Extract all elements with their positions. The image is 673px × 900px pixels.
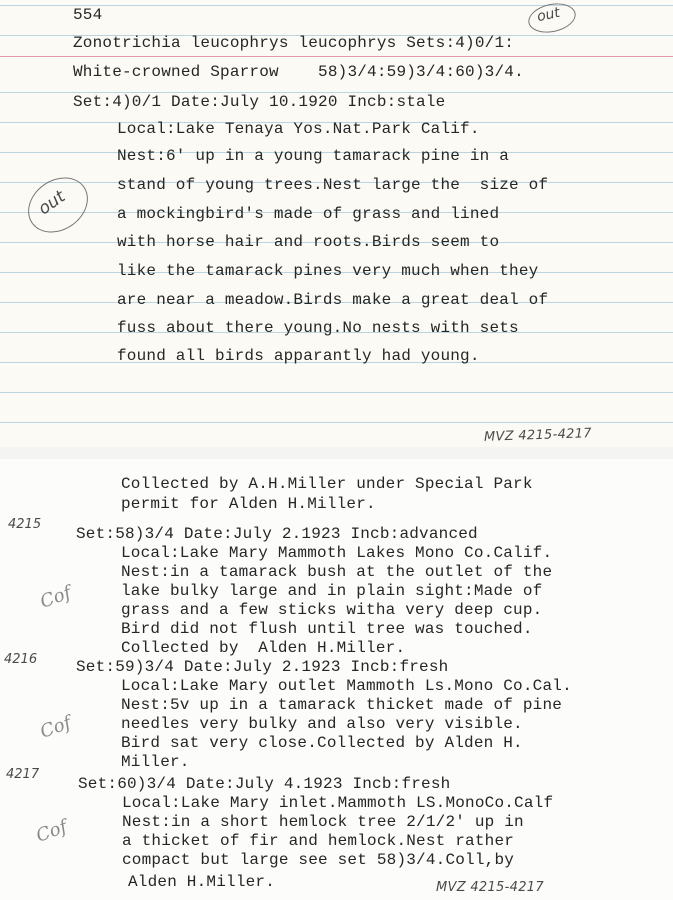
body-line-1: Local:Lake Tenaya Yos.Nat.Park Calif. <box>117 120 480 138</box>
set-4215-line-3: lake bulky large and in plain sight:Made of <box>121 582 543 600</box>
lower-specimen-card <box>0 459 673 900</box>
body-line-8: fuss about there young.No nests with sets <box>117 319 519 337</box>
set-4217-pencil-mark: Cof <box>33 816 70 847</box>
set-4216-line-2: Nest:5v up in a tamarack thicket made of pine <box>121 696 563 714</box>
common-name-line: White-crowned Sparrow 58)3/4:59)3/4:60)3/4. <box>73 63 524 81</box>
set-4216-line-4: Bird sat very close.Collected by Alden H. <box>121 734 523 752</box>
body-line-5: with horse hair and roots.Birds seem to <box>117 233 500 251</box>
upper-specimen-card <box>0 0 673 447</box>
set-4217-line-5: Alden H.Miller. <box>128 873 276 891</box>
set-4215-line-6: Collected by Alden H.Miller. <box>121 639 406 657</box>
set-4215-pencil-mark: Cof <box>37 582 74 613</box>
set-4215-line-1: Local:Lake Mary Mammoth Lakes Mono Co.Calif. <box>121 544 553 562</box>
body-line-6: like the tamarack pines very much when they <box>117 262 539 280</box>
collected-line-2: permit for Alden H.Miller. <box>121 495 376 513</box>
set-4217-line-1: Local:Lake Mary inlet.Mammoth LS.MonoCo.Calf <box>122 794 554 812</box>
set-4217-line-4: compact but large see set 58)3/4.Coll,by <box>122 851 515 869</box>
set-4216-line-5: Miller. <box>121 753 190 771</box>
set-4215-line-2: Nest:in a tamarack bush at the outlet of the <box>121 563 553 581</box>
set-number-4216: 4216 <box>4 652 38 667</box>
set-4216-line-1: Local:Lake Mary outlet Mammoth Ls.Mono Co.Cal. <box>121 677 572 695</box>
body-line-4: a mockingbird's made of grass and lined <box>117 205 500 223</box>
body-line-7: are near a meadow.Birds make a great deal of <box>117 291 549 309</box>
body-line-9: found all birds apparantly had young. <box>117 347 480 365</box>
set-number-4215: 4215 <box>8 517 42 532</box>
set-4216-pencil-mark: Cof <box>37 712 74 743</box>
set-4217-line-2: Nest:in a short hemlock tree 2/1/2' up in <box>122 813 524 831</box>
collected-line-1: Collected by A.H.Miller under Special Park <box>121 475 533 493</box>
set-4216-header: Set:59)3/4 Date:July 2.1923 Incb:fresh <box>76 658 449 676</box>
mvz-note-bottom: MVZ 4215-4217 <box>436 880 544 895</box>
out-mark-top: out <box>535 4 562 26</box>
red-margin-line <box>0 56 673 57</box>
mvz-note-top: MVZ 4215-4217 <box>483 426 593 445</box>
set-4217-line-3: a thicket of fir and hemlock.Nest rather <box>122 832 515 850</box>
set-4217-header: Set:60)3/4 Date:July 4.1923 Incb:fresh <box>78 775 451 793</box>
set-4215-line-5: Bird did not flush until tree was touched. <box>121 620 533 638</box>
species-line: Zonotrichia leucophrys leucophrys Sets:4)0/1: <box>73 34 515 52</box>
out-mark-side: out <box>34 186 70 220</box>
body-line-2: Nest:6' up in a young tamarack pine in a <box>117 147 510 165</box>
body-line-3: stand of young trees.Nest large the size of <box>117 176 549 194</box>
set-4216-line-3: needles very bulky and also very visible. <box>121 715 523 733</box>
set-line: Set:4)0/1 Date:July 10.1920 Incb:stale <box>73 93 446 111</box>
set-number-4217: 4217 <box>6 767 40 782</box>
catalog-number: 554 <box>73 6 103 24</box>
set-4215-header: Set:58)3/4 Date:July 2.1923 Incb:advanced <box>76 525 478 543</box>
set-4215-line-4: grass and a few sticks witha very deep cup. <box>121 601 543 619</box>
card-gap <box>0 447 673 459</box>
